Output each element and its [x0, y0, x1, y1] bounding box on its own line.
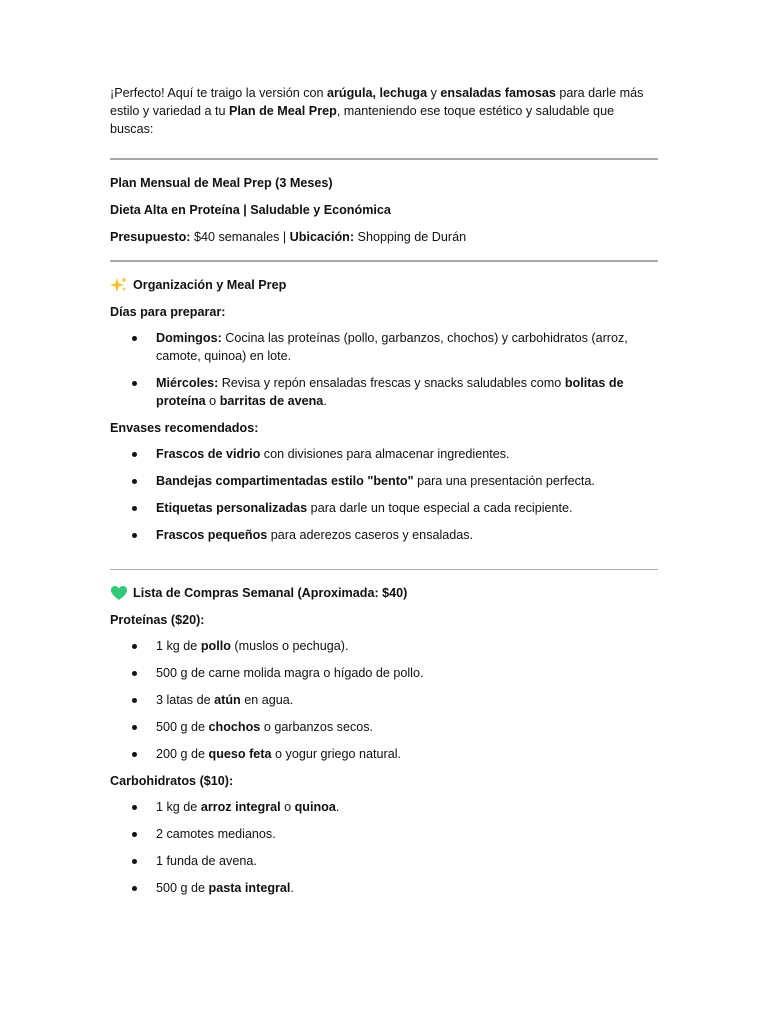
list-item: 500 g de carne molida magra o hígado de pollo. [110, 664, 658, 682]
budget-value: $40 semanales | [190, 230, 290, 244]
list-item: 3 latas de atún en agua. [110, 691, 658, 709]
subheading-envases: Envases recomendados: [110, 421, 259, 435]
sparkles-icon [110, 276, 128, 294]
section-title: Lista de Compras Semanal (Aproximada: $40) [133, 586, 408, 600]
intro-bold: Plan de Meal Prep [229, 104, 337, 118]
intro-bold: arúgula, lechuga [327, 86, 428, 100]
green-heart-icon [110, 584, 128, 602]
intro-text: para darle más estilo y variedad a tu [110, 86, 644, 118]
plan-title: Plan Mensual de Meal Prep (3 Meses) [110, 176, 333, 190]
plan-budget-line [110, 228, 658, 246]
section-title: Organización y Meal Prep [133, 278, 287, 292]
intro-text: ¡Perfecto! Aquí te traigo la versión con [110, 86, 328, 100]
plan-subtitle: Dieta Alta en Proteína | Saludable y Económica [110, 203, 391, 217]
proteinas-list [110, 637, 658, 763]
list-item: Etiquetas personalizadas para darle un toque especial a cada recipiente. [110, 499, 658, 517]
location-value: Shopping de Durán [354, 230, 467, 244]
subheading-carbohidratos: Carbohidratos ($10): [110, 774, 234, 788]
intro-paragraph [110, 84, 658, 138]
plan-header [110, 160, 658, 260]
budget-label: Presupuesto: [110, 230, 191, 244]
intro-text: , manteniendo ese toque estético y saludable que buscas: [110, 104, 615, 136]
subheading-proteinas: Proteínas ($20): [110, 613, 205, 627]
list-item: 1 funda de avena. [110, 852, 658, 870]
list-item: Domingos: Cocina las proteínas (pollo, garbanzos, chochos) y carbohidratos (arroz, camote, quinoa) en lote. [110, 329, 658, 365]
carbohidratos-list [110, 798, 658, 897]
envases-list [110, 445, 658, 544]
list-item: Frascos de vidrio con divisiones para almacenar ingredientes. [110, 445, 658, 463]
list-item: Frascos pequeños para aderezos caseros y ensaladas. [110, 526, 658, 544]
document-page [110, 84, 658, 922]
subheading-dias: Días para preparar: [110, 305, 226, 319]
list-item: 200 g de queso feta o yogur griego natural. [110, 745, 658, 763]
list-item: 1 kg de arroz integral o quinoa. [110, 798, 658, 816]
list-item: Bandejas compartimentadas estilo "bento" para una presentación perfecta. [110, 472, 658, 490]
location-label: Ubicación: [289, 230, 355, 244]
list-item: Miércoles: Revisa y repón ensaladas frescas y snacks saludables como bolitas de proteína o barritas de avena. [110, 374, 658, 410]
list-item: 1 kg de pollo (muslos o pechuga). [110, 637, 658, 655]
section-compras [110, 570, 658, 922]
intro-bold: ensaladas famosas [440, 86, 556, 100]
list-item: 500 g de pasta integral. [110, 879, 658, 897]
intro-text: y [427, 86, 441, 100]
dias-list [110, 329, 658, 410]
list-item: 2 camotes medianos. [110, 825, 658, 843]
list-item: 500 g de chochos o garbanzos secos. [110, 718, 658, 736]
section-organizacion [110, 262, 658, 569]
